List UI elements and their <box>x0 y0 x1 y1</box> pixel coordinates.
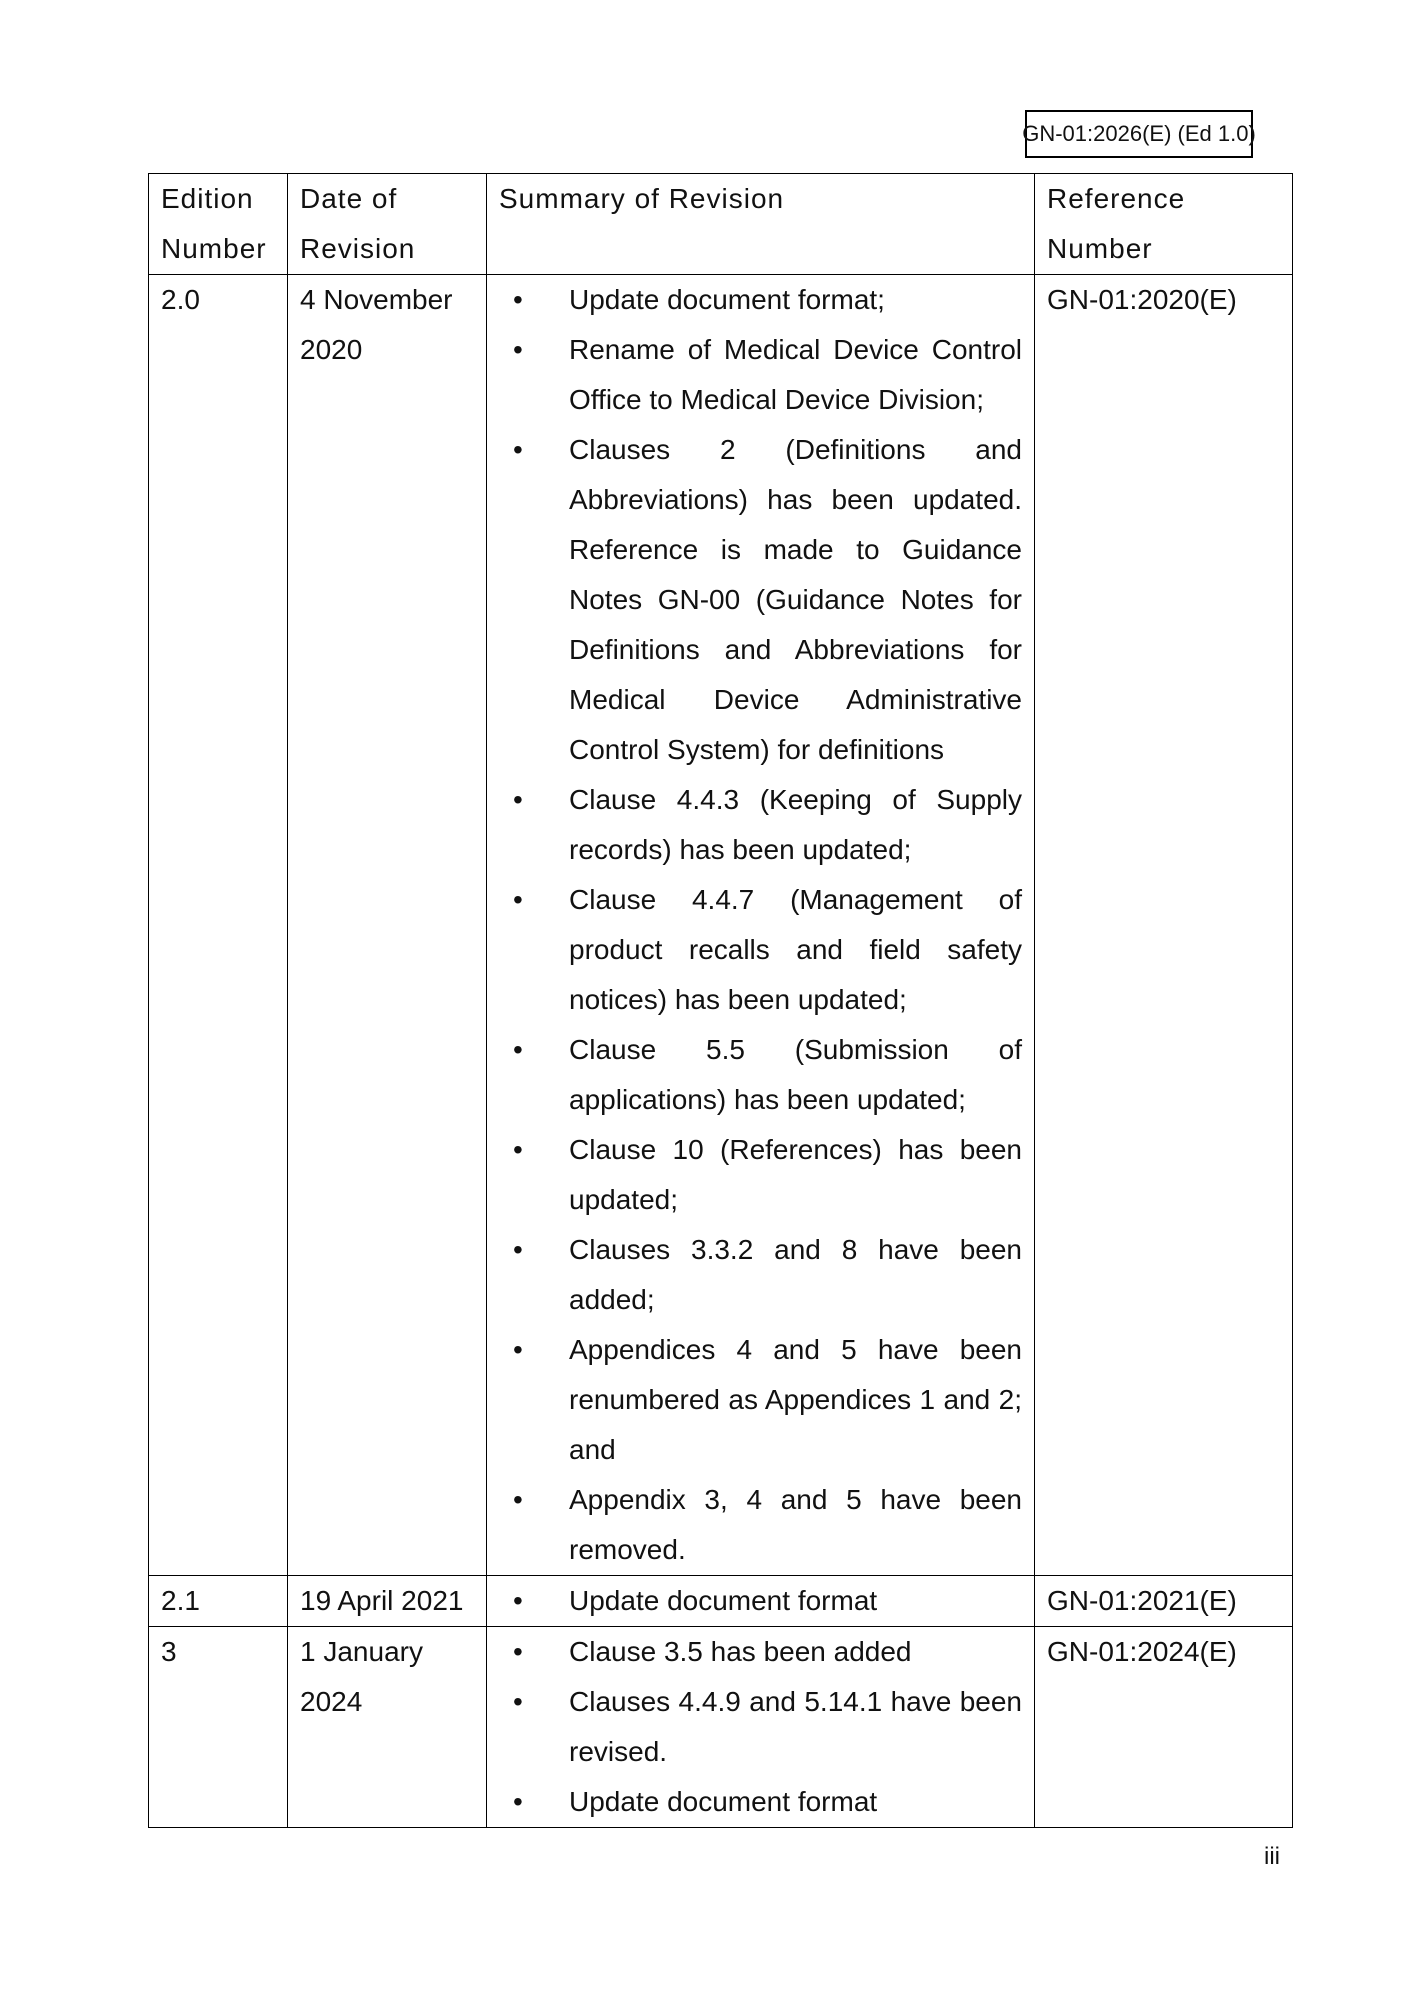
table-row <box>149 275 1293 1576</box>
list-item <box>499 275 1022 325</box>
date-of-revision-cell: 1 January 2024 <box>288 1627 487 1828</box>
bullet-icon: • <box>513 284 523 315</box>
table-row <box>149 1576 1293 1627</box>
summary-list <box>499 275 1022 1575</box>
bullet-icon: • <box>513 1585 523 1616</box>
bullet-icon: • <box>513 1334 523 1365</box>
summary-item-text: Clause 10 (References) has been updated; <box>569 1134 1022 1215</box>
list-item <box>499 1225 1022 1325</box>
header-summary-of-revision: Summary of Revision <box>487 174 1035 275</box>
bullet-icon: • <box>513 1234 523 1265</box>
reference-number-cell: GN-01:2020(E) <box>1035 275 1293 1576</box>
edition-number-cell: 2.1 <box>149 1576 288 1627</box>
summary-item-text: Appendices 4 and 5 have been renumbered as Appendices 1 and 2; and <box>569 1334 1022 1465</box>
reference-number-cell: GN-01:2024(E) <box>1035 1627 1293 1828</box>
date-of-revision-cell: 19 April 2021 <box>288 1576 487 1627</box>
summary-item-text: Update document format; <box>569 284 885 315</box>
table-header-row <box>149 174 1293 275</box>
list-item <box>499 1025 1022 1125</box>
bullet-icon: • <box>513 1686 523 1717</box>
edition-number-cell: 3 <box>149 1627 288 1828</box>
summary-item-text: Update document format <box>569 1786 878 1817</box>
summary-list <box>499 1576 1022 1626</box>
table-row <box>149 1627 1293 1828</box>
bullet-icon: • <box>513 334 523 365</box>
summary-item-text: Clauses 3.3.2 and 8 have been added; <box>569 1234 1022 1315</box>
list-item <box>499 1576 1022 1626</box>
date-of-revision-cell: 4 November 2020 <box>288 275 487 1576</box>
bullet-icon: • <box>513 884 523 915</box>
bullet-icon: • <box>513 1034 523 1065</box>
header-date-of-revision: Date of Revision <box>288 174 487 275</box>
header-edition-number: Edition Number <box>149 174 288 275</box>
summary-of-revision-cell <box>487 1576 1035 1627</box>
list-item <box>499 325 1022 425</box>
reference-number-cell: GN-01:2021(E) <box>1035 1576 1293 1627</box>
bullet-icon: • <box>513 784 523 815</box>
summary-of-revision-cell <box>487 1627 1035 1828</box>
summary-item-text: Clause 3.5 has been added <box>569 1636 912 1667</box>
bullet-icon: • <box>513 1484 523 1515</box>
summary-item-text: Clause 5.5 (Submission of applications) has been updated; <box>569 1034 1022 1115</box>
header-reference-number: Reference Number <box>1035 174 1293 275</box>
summary-item-text: Update document format <box>569 1585 878 1616</box>
document-reference-box: GN-01:2026(E) (Ed 1.0) <box>1025 110 1253 158</box>
summary-of-revision-cell <box>487 275 1035 1576</box>
list-item <box>499 1475 1022 1575</box>
page-number: iii <box>1264 1843 1280 1870</box>
list-item <box>499 1677 1022 1777</box>
bullet-icon: • <box>513 434 523 465</box>
bullet-icon: • <box>513 1786 523 1817</box>
list-item <box>499 1627 1022 1677</box>
list-item <box>499 875 1022 1025</box>
list-item <box>499 1777 1022 1827</box>
summary-list <box>499 1627 1022 1827</box>
summary-item-text: Clauses 4.4.9 and 5.14.1 have been revised. <box>569 1686 1022 1767</box>
summary-item-text: Clauses 2 (Definitions and Abbreviations) has been updated. Reference is made to Guidance Notes GN-00 (Guidance Notes for Definitions and Abbreviations for Medical Device Administrative Control System) for definitions <box>569 434 1022 765</box>
summary-item-text: Clause 4.4.7 (Management of product recalls and field safety notices) has been updated; <box>569 884 1022 1015</box>
list-item <box>499 425 1022 775</box>
summary-item-text: Rename of Medical Device Control Office to Medical Device Division; <box>569 334 1022 415</box>
list-item <box>499 1325 1022 1475</box>
summary-item-text: Clause 4.4.3 (Keeping of Supply records) has been updated; <box>569 784 1022 865</box>
bullet-icon: • <box>513 1134 523 1165</box>
edition-number-cell: 2.0 <box>149 275 288 1576</box>
summary-item-text: Appendix 3, 4 and 5 have been removed. <box>569 1484 1022 1565</box>
revision-history-table <box>148 173 1293 1828</box>
bullet-icon: • <box>513 1636 523 1667</box>
list-item <box>499 775 1022 875</box>
list-item <box>499 1125 1022 1225</box>
